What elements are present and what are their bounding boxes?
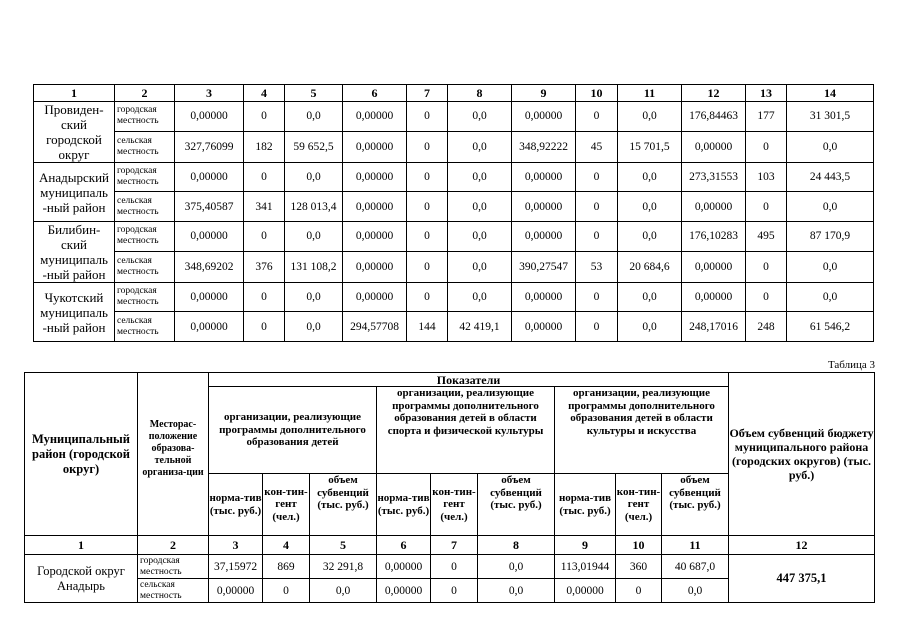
value-cell: 0,0 bbox=[618, 222, 682, 252]
value-cell: 348,92222 bbox=[512, 131, 576, 162]
volume-header: объем субвенций (тыс. руб.) bbox=[478, 474, 555, 536]
value-cell: 0,0 bbox=[618, 192, 682, 222]
value-cell: 0,00000 bbox=[512, 283, 576, 312]
value-cell: 0,00000 bbox=[555, 579, 616, 603]
value-cell: 0,0 bbox=[285, 312, 343, 342]
value-cell: 0 bbox=[244, 222, 285, 252]
value-cell: 0 bbox=[407, 222, 448, 252]
value-cell: 0,0 bbox=[618, 312, 682, 342]
location-type: городская местность bbox=[115, 283, 175, 312]
value-cell: 348,69202 bbox=[175, 251, 244, 282]
location-type: городская местность bbox=[138, 555, 209, 579]
column-number: 8 bbox=[448, 85, 512, 102]
column-number: 9 bbox=[512, 85, 576, 102]
column-number: 4 bbox=[244, 85, 285, 102]
column-number: 1 bbox=[34, 85, 115, 102]
value-cell: 0 bbox=[576, 163, 618, 192]
norm-header: норма-тив (тыс. руб.) bbox=[555, 474, 616, 536]
value-cell: 0,00000 bbox=[175, 163, 244, 192]
value-cell: 0,00000 bbox=[175, 312, 244, 342]
value-cell: 0,00000 bbox=[343, 163, 407, 192]
value-cell: 248,17016 bbox=[682, 312, 746, 342]
value-cell: 327,76099 bbox=[175, 131, 244, 162]
value-cell: 0,0 bbox=[787, 251, 874, 282]
value-cell: 0 bbox=[431, 555, 478, 579]
column-number: 12 bbox=[682, 85, 746, 102]
value-cell: 176,10283 bbox=[682, 222, 746, 252]
column-number: 3 bbox=[175, 85, 244, 102]
value-cell: 0,0 bbox=[787, 192, 874, 222]
value-cell: 37,15972 bbox=[209, 555, 263, 579]
column-number: 6 bbox=[343, 85, 407, 102]
value-cell: 0,0 bbox=[285, 102, 343, 132]
value-cell: 0 bbox=[616, 579, 662, 603]
value-cell: 0 bbox=[407, 102, 448, 132]
value-cell: 24 443,5 bbox=[787, 163, 874, 192]
value-cell: 53 bbox=[576, 251, 618, 282]
volume-header: объем субвенций (тыс. руб.) bbox=[310, 474, 377, 536]
value-cell: 0 bbox=[746, 251, 787, 282]
value-cell: 0,00000 bbox=[512, 222, 576, 252]
value-cell: 0,0 bbox=[285, 222, 343, 252]
value-cell: 0,00000 bbox=[209, 579, 263, 603]
value-cell: 0 bbox=[407, 163, 448, 192]
value-cell: 0,00000 bbox=[343, 222, 407, 252]
subsidy-table-1 bbox=[33, 84, 874, 342]
value-cell: 0,00000 bbox=[682, 283, 746, 312]
value-cell: 0 bbox=[407, 283, 448, 312]
value-cell: 0,0 bbox=[618, 163, 682, 192]
column-number: 5 bbox=[285, 85, 343, 102]
value-cell: 248 bbox=[746, 312, 787, 342]
value-cell: 0 bbox=[244, 312, 285, 342]
value-cell: 0 bbox=[244, 283, 285, 312]
location-type: сельская местность bbox=[115, 131, 175, 162]
value-cell: 15 701,5 bbox=[618, 131, 682, 162]
value-cell: 0,00000 bbox=[682, 251, 746, 282]
district-name: Билибин- ский муниципаль -ный район bbox=[34, 222, 115, 283]
value-cell: 128 013,4 bbox=[285, 192, 343, 222]
value-cell: 0,0 bbox=[285, 283, 343, 312]
value-cell: 32 291,8 bbox=[310, 555, 377, 579]
value-cell: 0 bbox=[746, 283, 787, 312]
value-cell: 0,0 bbox=[478, 555, 555, 579]
district-name: Чукотский муниципаль -ный район bbox=[34, 283, 115, 342]
value-cell: 0 bbox=[576, 283, 618, 312]
value-cell: 0 bbox=[244, 163, 285, 192]
norm-header: норма-тив (тыс. руб.) bbox=[377, 474, 431, 536]
total-value: 447 375,1 bbox=[729, 555, 875, 603]
value-cell: 375,40587 bbox=[175, 192, 244, 222]
district-header: Муниципальный район (городской округ) bbox=[25, 373, 138, 536]
value-cell: 0 bbox=[244, 102, 285, 132]
value-cell: 273,31553 bbox=[682, 163, 746, 192]
value-cell: 0,00000 bbox=[512, 192, 576, 222]
column-number: 7 bbox=[407, 85, 448, 102]
value-cell: 0,0 bbox=[478, 579, 555, 603]
district-name: Провиден- ский городской округ bbox=[34, 102, 115, 163]
table-caption: Таблица 3 bbox=[827, 359, 875, 371]
table-row bbox=[34, 283, 874, 312]
value-cell: 0,00000 bbox=[343, 102, 407, 132]
column-number: 9 bbox=[555, 536, 616, 555]
value-cell: 0 bbox=[431, 579, 478, 603]
location-type: сельская местность bbox=[138, 579, 209, 603]
header-row bbox=[34, 85, 874, 102]
district-name: Городской округ Анадырь bbox=[25, 555, 138, 603]
value-cell: 0 bbox=[576, 222, 618, 252]
table-row bbox=[25, 555, 875, 579]
value-cell: 177 bbox=[746, 102, 787, 132]
value-cell: 0 bbox=[407, 131, 448, 162]
column-number: 13 bbox=[746, 85, 787, 102]
value-cell: 0,00000 bbox=[175, 222, 244, 252]
column-number: 1 bbox=[25, 536, 138, 555]
location-type: городская местность bbox=[115, 102, 175, 132]
value-cell: 376 bbox=[244, 251, 285, 282]
column-number: 6 bbox=[377, 536, 431, 555]
column-number: 14 bbox=[787, 85, 874, 102]
location-header: Месторас-положение образова-тельной организа-ции bbox=[138, 373, 209, 536]
norm-header: норма-тив (тыс. руб.) bbox=[209, 474, 263, 536]
value-cell: 0,0 bbox=[662, 579, 729, 603]
value-cell: 390,27547 bbox=[512, 251, 576, 282]
value-cell: 61 546,2 bbox=[787, 312, 874, 342]
value-cell: 0,00000 bbox=[343, 283, 407, 312]
value-cell: 0,0 bbox=[448, 251, 512, 282]
value-cell: 0,00000 bbox=[175, 283, 244, 312]
indicators-header: Показатели bbox=[209, 373, 729, 387]
group-header-sport: организации, реализующие программы дополнительного образования детей в области спорта и физической культуры bbox=[377, 387, 555, 474]
column-number: 2 bbox=[115, 85, 175, 102]
column-number: 3 bbox=[209, 536, 263, 555]
value-cell: 20 684,6 bbox=[618, 251, 682, 282]
value-cell: 0,00000 bbox=[377, 555, 431, 579]
value-cell: 59 652,5 bbox=[285, 131, 343, 162]
value-cell: 341 bbox=[244, 192, 285, 222]
table-row bbox=[34, 312, 874, 342]
location-type: городская местность bbox=[115, 163, 175, 192]
value-cell: 0,00000 bbox=[682, 192, 746, 222]
column-number: 11 bbox=[662, 536, 729, 555]
value-cell: 0 bbox=[746, 192, 787, 222]
value-cell: 0,00000 bbox=[343, 192, 407, 222]
column-number: 11 bbox=[618, 85, 682, 102]
value-cell: 182 bbox=[244, 131, 285, 162]
value-cell: 0 bbox=[576, 312, 618, 342]
value-cell: 42 419,1 bbox=[448, 312, 512, 342]
value-cell: 0,0 bbox=[448, 102, 512, 132]
value-cell: 0,00000 bbox=[343, 131, 407, 162]
contingent-header: кон-тин-гент (чел.) bbox=[263, 474, 310, 536]
value-cell: 131 108,2 bbox=[285, 251, 343, 282]
group-header-general: организации, реализующие программы дополнительного образования детей bbox=[209, 387, 377, 474]
value-cell: 87 170,9 bbox=[787, 222, 874, 252]
value-cell: 360 bbox=[616, 555, 662, 579]
value-cell: 0,0 bbox=[448, 192, 512, 222]
column-number: 4 bbox=[263, 536, 310, 555]
district-name: Анадырский муниципаль -ный район bbox=[34, 163, 115, 222]
subsidy-table-3 bbox=[24, 372, 875, 603]
value-cell: 0,00000 bbox=[175, 102, 244, 132]
value-cell: 495 bbox=[746, 222, 787, 252]
value-cell: 0,0 bbox=[787, 283, 874, 312]
column-number: 2 bbox=[138, 536, 209, 555]
table-row bbox=[34, 222, 874, 252]
value-cell: 0 bbox=[407, 192, 448, 222]
location-type: городская местность bbox=[115, 222, 175, 252]
value-cell: 0,00000 bbox=[512, 102, 576, 132]
value-cell: 0,0 bbox=[618, 283, 682, 312]
column-number: 7 bbox=[431, 536, 478, 555]
column-numbers-row bbox=[25, 536, 875, 555]
value-cell: 45 bbox=[576, 131, 618, 162]
column-number: 12 bbox=[729, 536, 875, 555]
value-cell: 0 bbox=[263, 579, 310, 603]
location-type: сельская местность bbox=[115, 192, 175, 222]
value-cell: 0,0 bbox=[448, 222, 512, 252]
value-cell: 144 bbox=[407, 312, 448, 342]
value-cell: 113,01944 bbox=[555, 555, 616, 579]
location-type: сельская местность bbox=[115, 251, 175, 282]
value-cell: 0,00000 bbox=[343, 251, 407, 282]
value-cell: 0,00000 bbox=[377, 579, 431, 603]
value-cell: 0 bbox=[407, 251, 448, 282]
value-cell: 0,0 bbox=[448, 283, 512, 312]
contingent-header: кон-тин-гент (чел.) bbox=[431, 474, 478, 536]
value-cell: 0,0 bbox=[310, 579, 377, 603]
value-cell: 869 bbox=[263, 555, 310, 579]
total-header: Объем субвенций бюджету муниципального района (городских округов) (тыс. руб.) bbox=[729, 373, 875, 536]
value-cell: 0,00000 bbox=[682, 131, 746, 162]
value-cell: 0 bbox=[576, 192, 618, 222]
value-cell: 0,00000 bbox=[512, 312, 576, 342]
group-header-culture: организации, реализующие программы дополнительного образования детей в области культуры и искусства bbox=[555, 387, 729, 474]
column-number: 10 bbox=[576, 85, 618, 102]
column-number: 5 bbox=[310, 536, 377, 555]
contingent-header: кон-тин-гент (чел.) bbox=[616, 474, 662, 536]
table-row bbox=[34, 102, 874, 132]
table-row bbox=[34, 163, 874, 192]
column-number: 10 bbox=[616, 536, 662, 555]
value-cell: 294,57708 bbox=[343, 312, 407, 342]
table-row bbox=[34, 192, 874, 222]
column-number: 8 bbox=[478, 536, 555, 555]
value-cell: 0,0 bbox=[285, 163, 343, 192]
value-cell: 0,00000 bbox=[512, 163, 576, 192]
value-cell: 0,0 bbox=[448, 163, 512, 192]
table-row bbox=[34, 131, 874, 162]
value-cell: 0 bbox=[576, 102, 618, 132]
volume-header: объем субвенций (тыс. руб.) bbox=[662, 474, 729, 536]
value-cell: 0 bbox=[746, 131, 787, 162]
location-type: сельская местность bbox=[115, 312, 175, 342]
value-cell: 103 bbox=[746, 163, 787, 192]
value-cell: 31 301,5 bbox=[787, 102, 874, 132]
value-cell: 0,0 bbox=[787, 131, 874, 162]
value-cell: 0,0 bbox=[448, 131, 512, 162]
value-cell: 40 687,0 bbox=[662, 555, 729, 579]
value-cell: 176,84463 bbox=[682, 102, 746, 132]
value-cell: 0,0 bbox=[618, 102, 682, 132]
table-row bbox=[34, 251, 874, 282]
